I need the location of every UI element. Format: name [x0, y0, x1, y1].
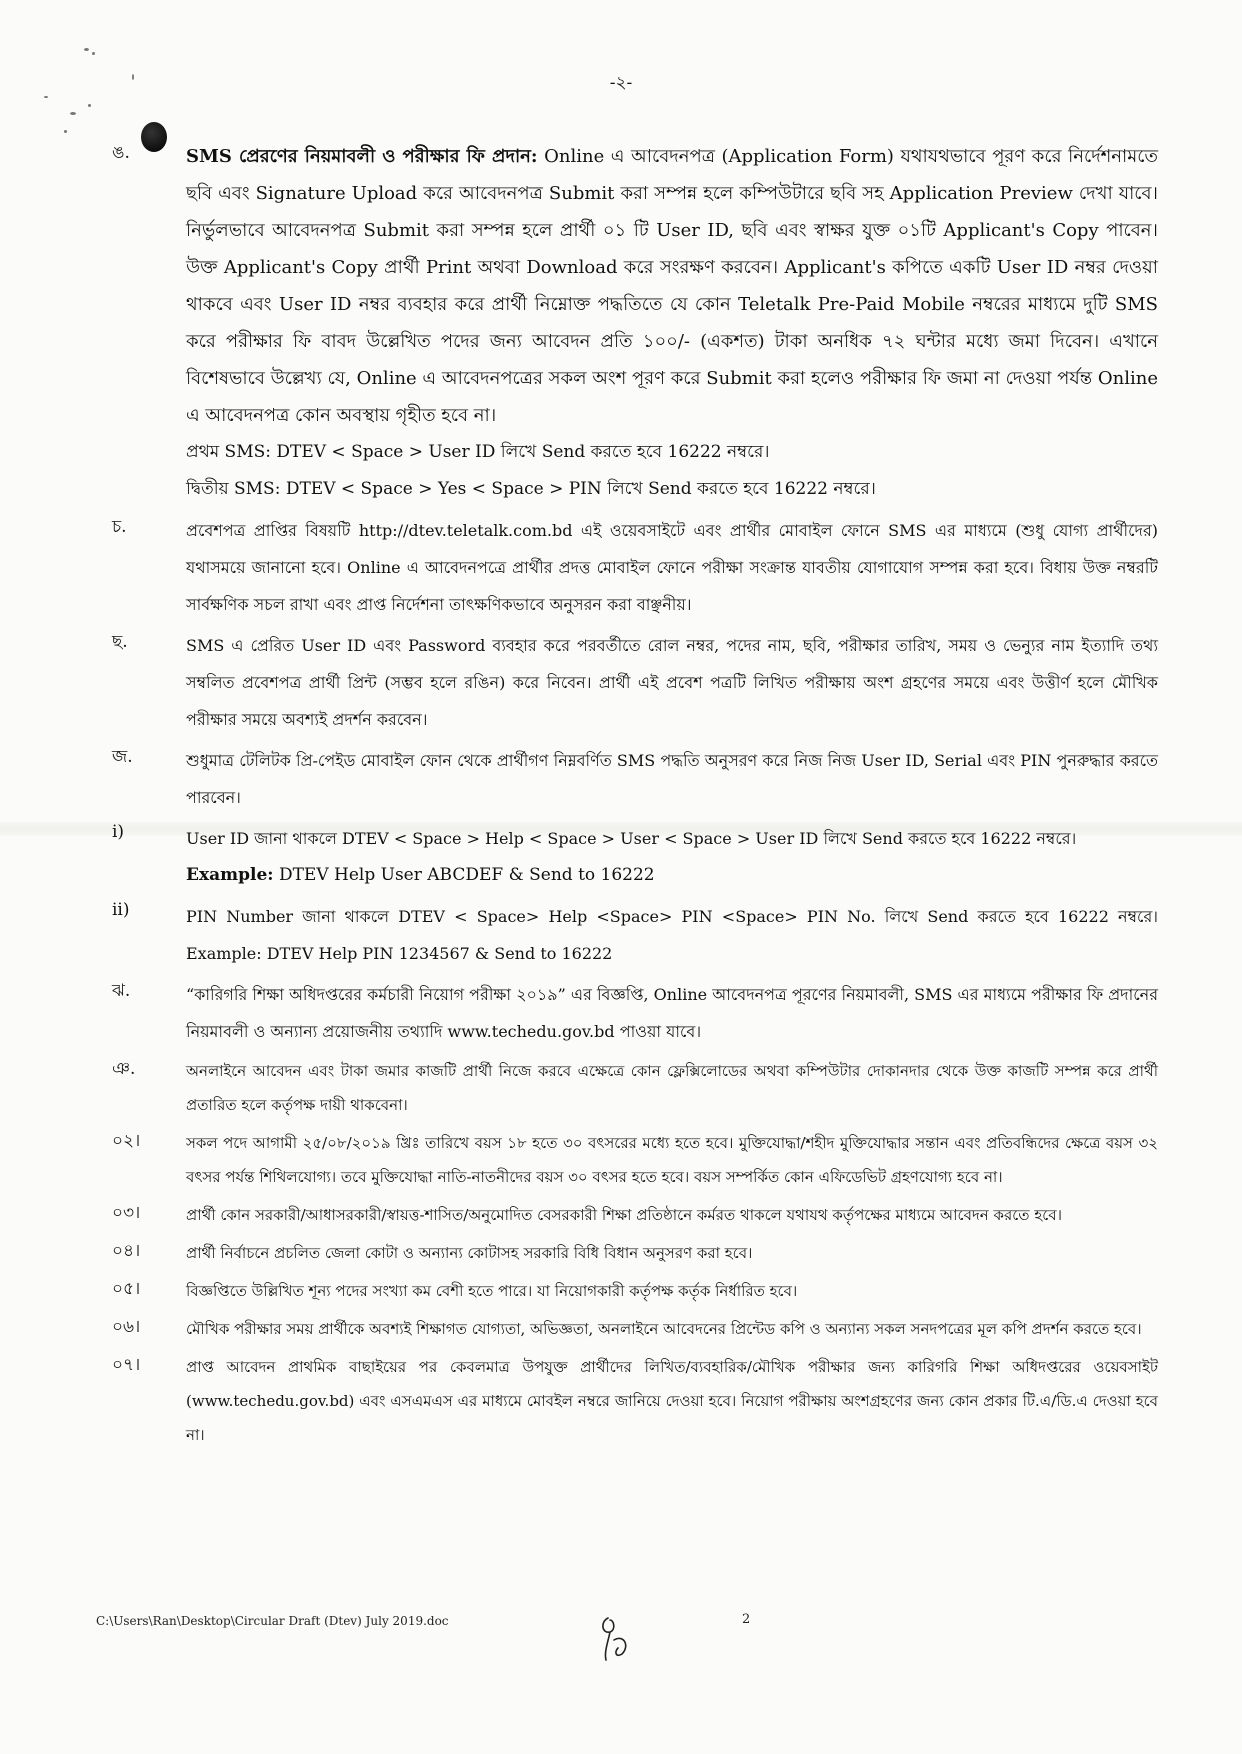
example-line — [186, 857, 1158, 894]
clause-item — [112, 742, 1158, 816]
clause-item — [112, 627, 1158, 738]
clause-marker: ০৩। — [112, 1203, 141, 1223]
footer-file-path: C:\Users\Ran\Desktop\Circular Draft (Dtev) July 2019.doc — [96, 1614, 449, 1628]
clause-item — [112, 1054, 1158, 1122]
clause-marker: ০৬। — [112, 1317, 141, 1337]
clause-text: প্রার্থী কোন সরকারী/আধাসরকারী/স্বায়ত্ত-শাসিত/অনুমোদিত বেসরকারী শিক্ষা প্রতিষ্ঠানে কর্মরত থাকলে যথাযথ কর্তৃপক্ষের মাধ্যমে আবেদন করতে হবে। — [186, 1206, 1062, 1224]
clause-item — [112, 1350, 1158, 1452]
clause-marker: ০৪। — [112, 1241, 141, 1261]
sms-second-line: দ্বিতীয় SMS: DTEV < Space > Yes < Space > PIN লিখে Send করতে হবে 16222 নম্বরে। — [186, 479, 876, 499]
clause-text: শুধুমাত্র টেলিটক প্রি-পেইড মোবাইল ফোন থেকে প্রার্থীগণ নিম্নবর্ণিত SMS পদ্ধতি অনুসরণ করে নিজ নিজ User ID, Serial এবং PIN পুনরুদ্ধার করতে পারবেন। — [186, 751, 1158, 807]
scan-speck — [64, 130, 67, 133]
handwritten-initial-signature — [596, 1612, 636, 1664]
clause-marker: i) — [112, 822, 125, 842]
clause-item — [112, 1198, 1158, 1232]
clause-item — [112, 1274, 1158, 1308]
clause-text: সকল পদে আগামী ২৫/০৮/২০১৯ খ্রিঃ তারিখে বয়স ১৮ হতে ৩০ বৎসরের মধ্যে হতে হবে। মুক্তিযোদ্ধা/শহীদ মুক্তিযোদ্ধার সন্তান এবং প্রতিবন্ধিদের ক্ষেত্রে বয়স ৩২ বৎসর পর্যন্ত শিথিলযোগ্য। তবে মুক্তিযোদ্ধা নাতি-নাতনীদের বয়স ৩০ বৎসর হতে হবে। বয়স সম্পর্কিত কোন এফিডেভিট গ্রহণযোগ্য হবে না। — [186, 1134, 1158, 1186]
scan-speck — [88, 104, 91, 107]
clause-item — [112, 512, 1158, 623]
clause-marker: ০২। — [112, 1131, 141, 1151]
clause-marker: ০৭। — [112, 1355, 141, 1375]
clause-marker: ঙ. — [112, 143, 130, 163]
clause-text — [186, 138, 1158, 434]
clause-marker: ০৫। — [112, 1279, 141, 1299]
scan-speck — [70, 112, 76, 115]
clause-marker: ঝ. — [112, 981, 131, 1001]
scan-speck — [92, 52, 95, 55]
clause-item — [112, 1236, 1158, 1270]
clause-item — [112, 976, 1158, 1050]
clause-text: অনলাইনে আবেদন এবং টাকা জমার কাজটি প্রার্থী নিজে করবে এক্ষেত্রে কোন ফ্লেক্সিলোডের অথবা কম্পিউটার দোকানদার থেকে উক্ত কাজটি সম্পন্ন করে প্রার্থী প্রতারিত হলে কর্তৃপক্ষ দায়ী থাকবেনা। — [186, 1062, 1158, 1114]
clause-text: প্রবেশপত্র প্রাপ্তির বিষয়টি http://dtev.teletalk.com.bd এই ওয়েবসাইটে এবং প্রার্থীর মোবাইল ফোনে SMS এর মাধ্যমে (শুধু যোগ্য প্রার্থীদের) যথাসময়ে জানানো হবে। Online এ আবেদনপত্রে প্রার্থীর প্রদত্ত মোবাইল ফোনে পরীক্ষা সংক্রান্ত যাবতীয় যোগাযোগ সম্পন্ন করা হবে। বিধায় উক্ত নম্বরটি সার্বক্ষণিক সচল রাখা এবং প্রাপ্ত নির্দেশনা তাৎক্ষণিকভাবে অনুসরন করা বাঞ্ছনীয়। — [186, 521, 1158, 614]
clause-marker: জ. — [112, 747, 133, 767]
clause-list — [112, 138, 1158, 1456]
clause-body: Online এ আবেদনপত্র (Application Form) যথাযথভাবে পূরণ করে নির্দেশনামতে ছবি এবং Signature Upload করে আবেদনপত্র Submit করা সম্পন্ন হলে কম্পিউটারে ছবি সহ Application Preview দেখা যাবে। নির্ভুলভাবে আবেদনপত্র Submit করা সম্পন্ন হলে প্রার্থী ০১ টি User ID, ছবি এবং স্বাক্ষর যুক্ত ০১টি Applicant's Copy পাবেন। উক্ত Applicant's Copy প্রার্থী Print অথবা Download করে সংরক্ষণ করবেন। Applicant's কপিতে একটি User ID নম্বর দেওয়া থাকবে এবং User ID নম্বর ব্যবহার করে প্রার্থী নিম্নোক্ত পদ্ধতিতে যে কোন Teletalk Pre-Paid Mobile নম্বরের মাধ্যমে দুটি SMS করে পরীক্ষার ফি বাবদ উল্লেখিত পদের জন্য আবেদন প্রতি ১০০/- (একশত) টাকা অনধিক ৭২ ঘন্টার মধ্যে জমা দিবেন। এখানে বিশেষভাবে উল্লেখ্য যে, Online এ আবেদনপত্রের সকল অংশ পূরণ করে Submit করা হলেও পরীক্ষার ফি জমা না দেওয়া পর্যন্ত Online এ আবেদনপত্র কোন অবস্থায় গৃহীত হবে না। — [186, 146, 1158, 426]
clause-text: প্রার্থী নির্বাচনে প্রচলিত জেলা কোটা ও অন্যান্য কোটাসহ সরকারি বিধি বিধান অনুসরণ করা হবে। — [186, 1244, 753, 1262]
clause-text: SMS এ প্রেরিত User ID এবং Password ব্যবহার করে পরবর্তীতে রোল নম্বর, পদের নাম, ছবি, পরীক্ষার তারিখ, সময় ও ভেন্যুর নাম ইত্যাদি তথ্য সম্বলিত প্রবেশপত্র প্রার্থী প্রিন্ট (সম্ভব হলে রঙিন) করে নিবেন। প্রার্থী এই প্রবেশ পত্রটি লিখিত পরীক্ষায় অংশ গ্রহণের সময়ে এবং উত্তীর্ণ হলে মৌখিক পরীক্ষার সময়ে অবশ্যই প্রদর্শন করবেন। — [186, 636, 1158, 729]
clause-text: PIN Number জানা থাকলে DTEV < Space> Help <Space> PIN <Space> PIN No. লিখে Send করতে হবে 16222 নম্বরে। Example: DTEV Help PIN 1234567 & Send to 16222 — [186, 907, 1158, 963]
clause-text: বিজ্ঞপ্তিতে উল্লিখিত শূন্য পদের সংখ্যা কম বেশী হতে পারে। যা নিয়োগকারী কর্তৃপক্ষ কর্তৃক নির্ধারিত হবে। — [186, 1282, 798, 1300]
clause-marker: চ. — [112, 517, 127, 537]
scan-speck — [84, 48, 89, 51]
clause-item — [112, 820, 1158, 894]
page-number-header: -২- — [609, 73, 633, 93]
clause-item — [112, 898, 1158, 972]
clause-marker: ছ. — [112, 632, 128, 652]
clause-text: প্রাপ্ত আবেদন প্রাথমিক বাছাইয়ের পর কেবলমাত্র উপযুক্ত প্রার্থীদের লিখিত/ব্যবহারিক/মৌখিক পরীক্ষার জন্য কারিগরি শিক্ষা অধিদপ্তরের ওয়েবসাইট (www.techedu.gov.bd) এবং এসএমএস এর মাধ্যমে মোবইল নম্বরে জানিয়ে দেওয়া হবে। নিয়োগ পরীক্ষায় অংশগ্রহণের জন্য কোন প্রকার টি.এ/ডি.এ দেওয়া হবে না। — [186, 1358, 1158, 1444]
clause-marker: ii) — [112, 900, 130, 920]
clause-item — [112, 1312, 1158, 1346]
clause-text: User ID জানা থাকলে DTEV < Space > Help < Space > User < Space > User ID লিখে Send করতে হবে 16222 নম্বরে। — [186, 829, 1077, 848]
example-label: Example: — [186, 865, 274, 885]
clause-text: “কারিগরি শিক্ষা অধিদপ্তরের কর্মচারী নিয়োগ পরীক্ষা ২০১৯” এর বিজ্ঞপ্তি, Online আবেদনপত্র পূরণের নিয়মাবলী, SMS এর মাধ্যমে পরীক্ষার ফি প্রদানের নিয়মাবলী ও অন্যান্য প্রয়োজনীয় তথ্যাদি www.techedu.gov.bd পাওয়া যাবে। — [186, 985, 1158, 1041]
clause-item — [112, 1126, 1158, 1194]
clause-marker: ঞ. — [112, 1059, 136, 1079]
example-text: DTEV Help User ABCDEF & Send to 16222 — [273, 865, 655, 885]
footer-page-number: 2 — [742, 1612, 751, 1627]
clause-text: মৌখিক পরীক্ষার সময় প্রার্থীকে অবশ্যই শিক্ষাগত যোগ্যতা, অভিজ্ঞতা, অনলাইনে আবেদনের প্রিন্টেড কপি ও অন্যান্য সকল সনদপত্রের মূল কপি প্রদর্শন করতে হবে। — [186, 1320, 1142, 1338]
sms-first-line: প্রথম SMS: DTEV < Space > User ID লিখে Send করতে হবে 16222 নম্বরে। — [186, 442, 770, 462]
clause-item — [112, 138, 1158, 508]
clause-lead: SMS প্রেরণের নিয়মাবলী ও পরীক্ষার ফি প্রদান: — [186, 146, 538, 167]
